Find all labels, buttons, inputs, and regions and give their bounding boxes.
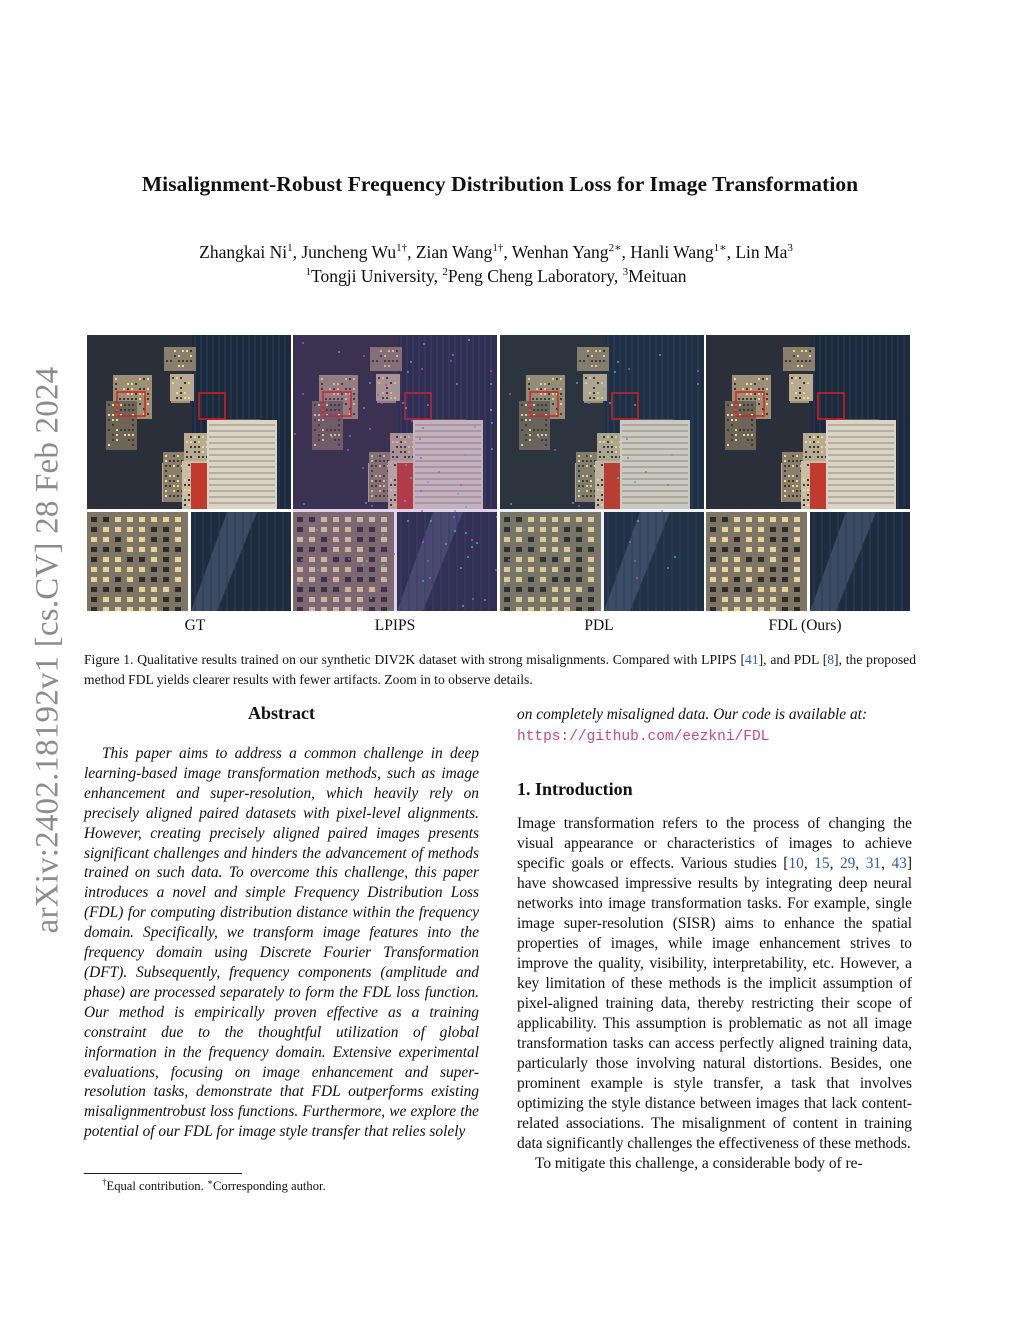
figure-panel-gt	[87, 335, 291, 611]
affiliation-list: $^1$Tongji University, $^2$Peng Cheng Laboratory, $^3$Meituan	[305, 266, 687, 286]
citation-link[interactable]: 41	[745, 652, 759, 667]
figure-label-lpips: LPIPS	[374, 617, 416, 634]
figure-panel-pdl	[500, 335, 704, 611]
code-link[interactable]: https://github.com/eezkni/FDL	[517, 729, 770, 745]
author-list: Zhangkai Ni$^1$, Juncheng $Wu^{1\dagger}$, Zian Wang$^{1\dagger}$, Wenhan Yang$^{2∗}$, Hanli Wang$^{1∗}$, Lin Ma$^3$	[199, 242, 793, 262]
abstract-tail-text: on completely misaligned data. Our code is available at:	[517, 706, 868, 723]
figure-image	[706, 335, 910, 611]
citation-link[interactable]: 8	[827, 652, 835, 667]
figure-label-pdl: PDL	[584, 617, 614, 634]
introduction-body	[517, 814, 912, 1174]
footnote-divider	[84, 1173, 242, 1174]
citation-link[interactable]: 43	[891, 855, 907, 872]
author-block	[0, 240, 992, 288]
author-name: Zhangkai Ni	[199, 242, 288, 262]
caption-text: ], and PDL [	[758, 652, 828, 667]
figure-image	[293, 335, 497, 611]
affiliation-mark: 1	[305, 266, 312, 278]
citation-link[interactable]: 15	[814, 855, 830, 872]
paragraph-text: Image transformation refers to the process of changing the visual appearance or characteristics of images to achieve specific goals or effects. Various studies [	[517, 815, 912, 872]
affiliation: Tongji University	[311, 266, 434, 286]
figure-1	[87, 335, 910, 613]
caption-text: Figure 1. Qualitative results trained on our synthetic DIV2K dataset with strong misalignments. Compared with LPIPS [	[84, 652, 746, 667]
abstract-heading: Abstract	[248, 703, 315, 723]
introduction-paragraph: Image transformation refers to the process of changing the visual appearance or characteristics of images to achieve specific goals or effects. Various studies [10, 15, 29, 31, 43] have showcased impressive results by integrating deep neural networks into image transformation tasks. For example, single image super-resolution (SISR) aims to enhance the spatial properties of images, while image enhancement strives to improve the quality, visibility, interpretability, etc. However, a key limitation of these methods is the implicit assumption of pixel-aligned training data, thereby restricting their scope of applicability. This assumption is problematic as not all image transformation tasks can access perfectly aligned training data, particularly those involving natural distortions. Besides, one prominent example is style transfer, a task that involves optimizing the style distance between images that lack content-related associations. The misalignment of content in training data significantly challenges the effectiveness of these methods.	[517, 815, 912, 1152]
footnote-mark: ∗	[206, 1177, 214, 1187]
footnote-text: Corresponding author.	[213, 1179, 326, 1193]
author-name: Juncheng Wu	[301, 242, 397, 262]
author-name: Wenhan Yang	[511, 242, 609, 262]
author-name: Zian Wang	[415, 242, 493, 262]
footnote-mark: †	[102, 1177, 107, 1187]
author-name: Lin Ma	[735, 242, 788, 262]
abstract-continuation	[517, 704, 912, 748]
citation-link[interactable]: 10	[788, 855, 804, 872]
figure-image	[500, 335, 704, 611]
figure-panel-fdl	[706, 335, 910, 611]
author-name: Hanli Wang	[630, 242, 714, 262]
introduction-paragraph: To mitigate this challenge, a considerable body of re-	[535, 1155, 863, 1172]
caption-text: ], the proposed method FDL yields clearer results with fewer artifacts. Zoom in to observe details.	[84, 652, 917, 687]
affiliation-mark: 3	[622, 266, 629, 278]
figure-label-gt: GT	[184, 617, 206, 634]
paper-title: Misalignment-Robust Frequency Distribution Loss for Image Transformation	[141, 172, 859, 196]
figure-label-fdl: FDL (Ours)	[768, 617, 842, 634]
figure-panel-lpips	[293, 335, 497, 611]
affiliation: Peng Cheng Laboratory	[447, 266, 614, 286]
abstract-body: This paper aims to address a common challenge in deep learning-based image transformation methods, such as image enhancement and super-resolution, which heavily rely on precisely aligned paired datasets with pixel-level alignments. However, creating precisely aligned paired images presents significant challenges and hinders the advancement of methods trained on such data. To overcome this challenge, this paper introduces a novel and simple Frequency Distribution Loss (FDL) for computing distribution distance within the frequency domain. Specifically, we transform image features into the frequency domain using Discrete Fourier Transformation (DFT). Subsequently, frequency components (amplitude and phase) are processed separately to form the FDL loss function. Our method is empirically proven effective as a training constraint due to the thoughtful utilization of global information in the frequency domain. Extensive experimental evaluations, focusing on image enhancement and super-resolution tasks, demonstrate that FDL outperforms existing misalignmentrobust loss functions. Furthermore, we explore the potential of our FDL for image style transfer that relies solely	[84, 745, 479, 1141]
author-mark: 2∗	[608, 242, 622, 254]
citation-link[interactable]: 29	[839, 855, 856, 872]
citation-link[interactable]: 31	[865, 855, 882, 872]
arxiv-stamp: arXiv:2402.18192v1 [cs.CV] 28 Feb 2024	[29, 366, 66, 934]
affiliation-mark: 2	[442, 266, 448, 278]
paragraph-text: ] have showcased impressive results by integrating deep neural networks into image transformation tasks. For example, single image super-resolution (SISR) aims to enhance the spatial properties of images, while image enhancement strives to improve the quality, visibility, interpretability, etc. However, a key limitation of these methods is the implicit assumption of pixel-aligned training data, thereby restricting their scope of applicability. This assumption is problematic as not all image transformation tasks can access perfectly aligned training data, particularly those involving natural distortions. Besides, one prominent example is style transfer, a task that involves optimizing the style distance between images that lack content-related associations. The misalignment of content in training data significantly challenges the effectiveness of these methods.	[517, 855, 912, 1152]
author-mark: 3	[787, 242, 793, 254]
author-mark: 1†	[396, 242, 408, 254]
affiliation: Meituan	[628, 266, 687, 286]
author-mark: 1∗	[713, 242, 727, 254]
figure-caption	[84, 650, 916, 689]
figure-image	[87, 335, 291, 611]
author-mark: 1†	[492, 242, 504, 254]
introduction-heading: 1. Introduction	[517, 779, 633, 799]
footnote	[102, 1178, 482, 1194]
author-mark: 1	[287, 242, 293, 254]
footnote-text: Equal contribution.	[106, 1179, 204, 1193]
